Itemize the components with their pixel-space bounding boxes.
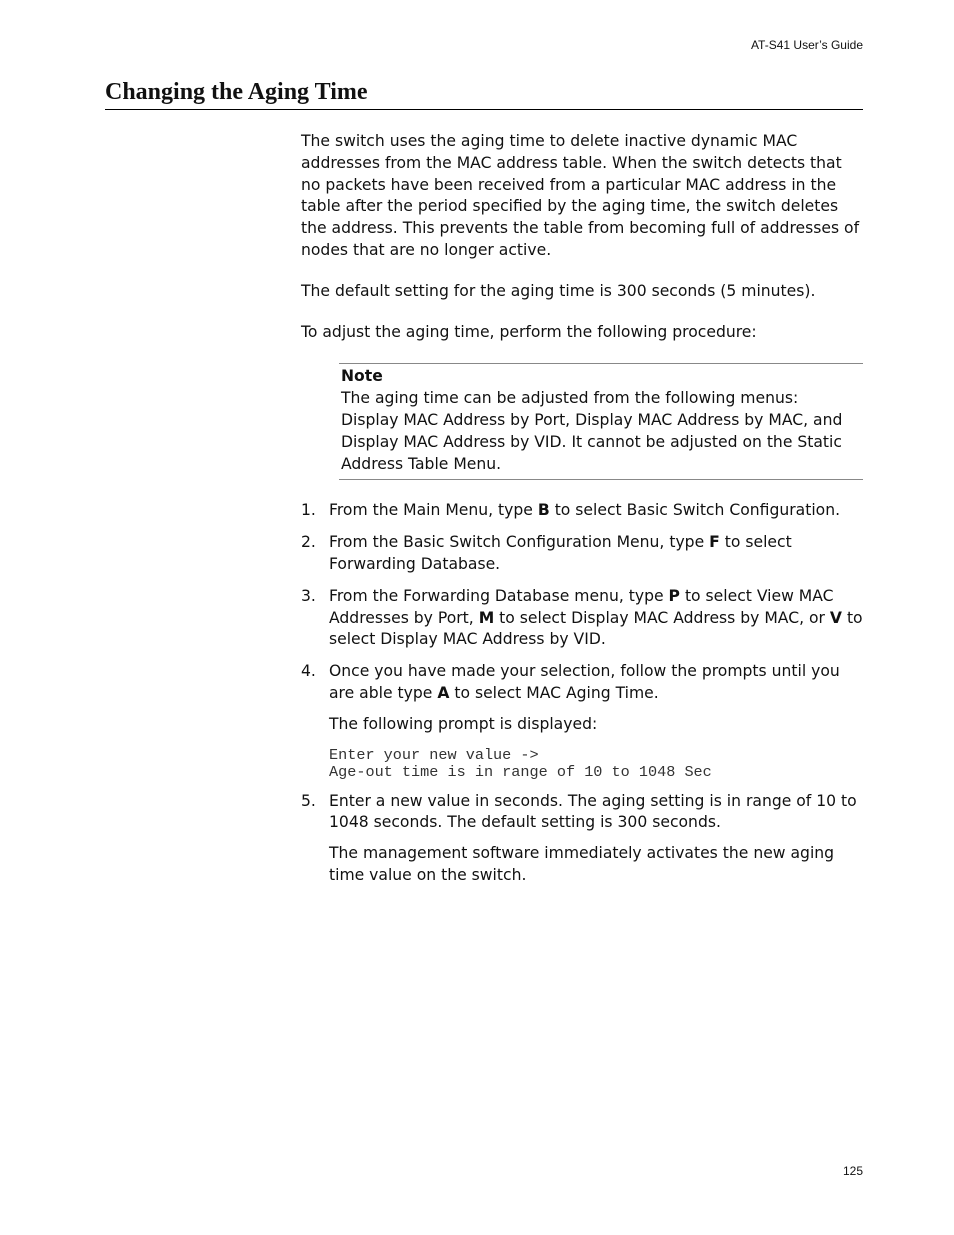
intro-paragraph-1: The switch uses the aging time to delete inactive dynamic MAC addresses from the MAC address table. When the switch detects that no packets have been received from a particular MAC address in the table after the period specified by the aging time, the switch deletes the address. This prevents the table from becoming full of addresses of nodes that are no longer active. bbox=[301, 132, 860, 259]
note-box bbox=[339, 363, 863, 480]
intro-paragraph-2: The default setting for the aging time is 300 seconds (5 minutes). bbox=[301, 281, 816, 300]
step-sub-paragraph: The following prompt is displayed: bbox=[329, 714, 598, 733]
step-text: to select Display MAC Address by MAC, or bbox=[494, 608, 830, 627]
key-label: F bbox=[709, 533, 720, 552]
note-title: Note bbox=[341, 367, 383, 386]
prompt-code-block bbox=[329, 747, 863, 781]
key-label: V bbox=[829, 608, 842, 627]
step-text: Once you have made your selection, follow the prompts until you are able type bbox=[329, 662, 840, 702]
step-item bbox=[301, 791, 863, 887]
step-number: 4. bbox=[301, 662, 316, 681]
step-text: Enter a new value in seconds. The aging setting is in range of 10 to 1048 seconds. The default setting is 300 seconds. bbox=[329, 791, 857, 832]
step-text: From the Forwarding Database menu, type bbox=[329, 586, 669, 605]
step-number: 2. bbox=[301, 533, 316, 552]
step-item bbox=[301, 500, 863, 522]
step-text: to select Display MAC Address by VID. bbox=[329, 608, 863, 649]
step-text: to select Forwarding Database. bbox=[329, 533, 792, 573]
running-header: AT-S41 User’s Guide bbox=[750, 38, 863, 52]
step-number: 1. bbox=[301, 501, 316, 520]
procedure-steps bbox=[301, 500, 863, 886]
key-label: A bbox=[437, 683, 450, 702]
key-label: P bbox=[668, 586, 680, 605]
code-line: Enter your new value -> bbox=[329, 745, 539, 764]
key-label: M bbox=[478, 608, 495, 627]
step-sub-paragraph: The management software immediately activates the new aging time value on the switch. bbox=[329, 844, 835, 884]
step-text: From the Main Menu, type bbox=[329, 501, 538, 520]
step-number: 3. bbox=[301, 586, 316, 605]
step-text: to select Basic Switch Configuration. bbox=[549, 501, 841, 520]
step-item bbox=[301, 661, 863, 780]
key-label: B bbox=[537, 501, 550, 520]
section-title: Changing the Aging Time bbox=[105, 76, 863, 110]
step-item bbox=[301, 586, 863, 651]
step-text: From the Basic Switch Configuration Menu, type bbox=[329, 533, 710, 552]
step-text: to select MAC Aging Time. bbox=[449, 683, 659, 702]
step-number: 5. bbox=[301, 791, 316, 810]
step-item bbox=[301, 532, 863, 576]
content-body bbox=[301, 131, 863, 897]
code-line: Age-out time is in range of 10 to 1048 Sec bbox=[329, 762, 712, 781]
note-text: The aging time can be adjusted from the following menus: Display MAC Address by Port, Display MAC Address by MAC, and Display MAC Address by VID. It cannot be adjusted on the Static Address Table Menu. bbox=[341, 389, 843, 473]
intro-paragraph-3: To adjust the aging time, perform the following procedure: bbox=[301, 322, 757, 341]
page-number: 125 bbox=[842, 1164, 863, 1178]
step-text: to select View MAC Addresses by Port, bbox=[329, 586, 834, 627]
